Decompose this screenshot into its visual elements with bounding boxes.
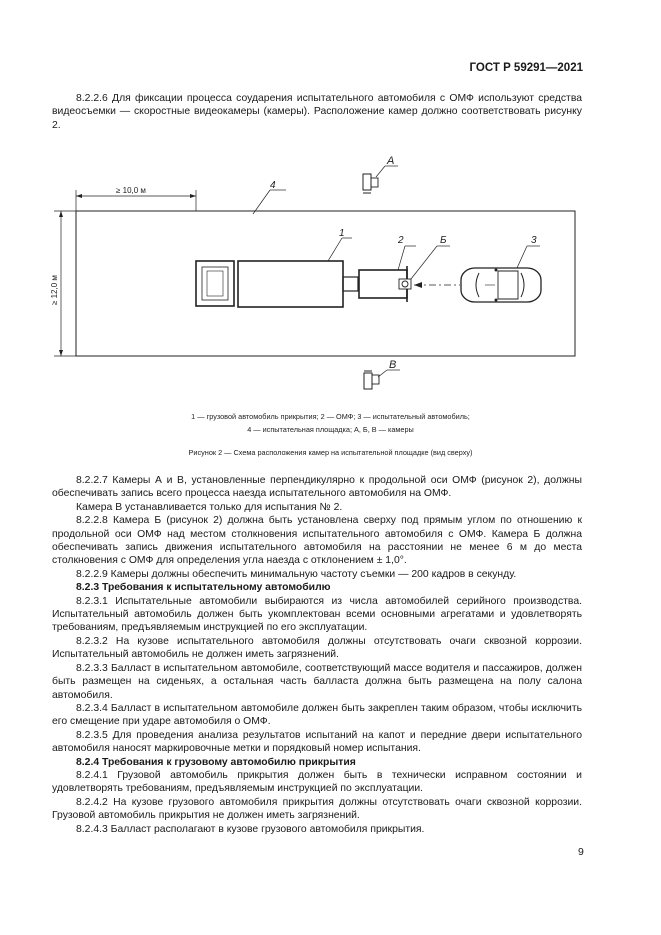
label-camera-v: В xyxy=(389,359,397,371)
paragraph: 8.2.3.2 На кузове испытательного автомобиля должны отсутствовать очаги сквозной коррозии. Испытательный автомобиль не должен иметь загрязнений. xyxy=(52,635,582,661)
legend-line-1: 1 — грузовой автомобиль прикрытия; 2 — ОМФ; 3 — испытательный автомобиль; xyxy=(191,412,470,421)
label-camera-b: Б xyxy=(440,235,447,246)
legend-line-2: 4 — испытательная площадка; А, Б, В — камеры xyxy=(247,425,414,434)
paragraph: 8.2.4.3 Балласт располагают в кузове грузового автомобиля прикрытия. xyxy=(76,823,425,835)
camera-layout-svg xyxy=(30,150,620,440)
section-heading: 8.2.4 Требования к грузовому автомобилю прикрытия xyxy=(76,756,356,768)
label-camera-a: А xyxy=(387,155,395,167)
test-area xyxy=(76,211,575,356)
page-number: 9 xyxy=(578,846,584,858)
paragraph-8-2-2-6: 8.2.2.6 Для фиксации процесса соударения испытательного автомобиля с ОМФ используют средства видеосъемки — скоростные видеокамеры (камеры). Расположение камер должно соответствовать рисунку 2. xyxy=(52,93,582,131)
paragraph: 8.2.3.1 Испытательные автомобили выбираются из числа автомобилей серийного производства. Испытательный автомобиль должен быть укомплектован всеми основными агрегатами и удовлетворять требованиям, предъявляемым инструкцией по его эксплуатации. xyxy=(52,595,582,634)
camera-a-icon xyxy=(363,174,378,193)
label-2: 2 xyxy=(398,235,404,246)
camera-b-icon xyxy=(399,279,411,289)
length-dimension-label: ≥ 10,0 м xyxy=(116,186,146,195)
paragraph: 8.2.3.4 Балласт в испытательном автомобиле должен быть закреплен таким образом, чтобы исключить его смещение при ударе автомобиля о ОМФ. xyxy=(52,702,582,728)
document-header: ГОСТ Р 59291—2021 xyxy=(469,62,583,74)
shadow-truck xyxy=(196,261,343,307)
motion-arrow-icon xyxy=(414,282,422,288)
figure-caption: Рисунок 2 — Схема расположения камер на испытательной площадке (вид сверху) xyxy=(188,448,473,457)
omf-attenuator xyxy=(343,266,407,302)
paragraph: 8.2.4.1 Грузовой автомобиль прикрытия должен быть в технически исправном состоянии и удовлетворять требованиям, предъявляемым инструкцией по эксплуатации. xyxy=(52,769,582,795)
figure-legend xyxy=(0,410,661,436)
body-text xyxy=(52,474,582,836)
intro-paragraph xyxy=(52,92,582,132)
label-1: 1 xyxy=(339,228,345,239)
camera-v-icon xyxy=(364,371,379,389)
width-dimension-label: ≥ 12,0 м xyxy=(50,275,59,305)
test-car xyxy=(461,268,541,302)
figure-2-diagram xyxy=(30,150,620,440)
paragraph: 8.2.2.8 Камера Б (рисунок 2) должна быть установлена сверху под прямым углом по отношению к продольной оси ОМФ над местом столкновения испытательного автомобиля с ОМФ. Камера Б должна обеспечивать запись движения испытательного автомобиля на расстоянии не менее 6 м до места столкновения с ОМФ для определения угла наезда с отклонением ± 1,0°. xyxy=(52,515,582,567)
section-heading: 8.2.3 Требования к испытательному автомобилю xyxy=(76,582,331,594)
paragraph: 8.2.2.9 Камеры должны обеспечить минимальную частоту съемки — 200 кадров в секунду. xyxy=(76,568,517,580)
paragraph: Камера В устанавливается только для испытания № 2. xyxy=(76,501,343,513)
label-4: 4 xyxy=(270,180,276,191)
paragraph: 8.2.2.7 Камеры А и В, установленные перпендикулярно к продольной оси ОМФ (рисунок 2), должны обеспечивать запись всего процесса наезда испытательного автомобиля на ОМФ. xyxy=(52,475,582,500)
paragraph: 8.2.3.3 Балласт в испытательном автомобиле, соответствующий массе водителя и пассажиров, должен быть размещен на сиденьях, а остальная часть балласта должна быть размещена на полу салона автомобиля. xyxy=(52,662,582,701)
paragraph: 8.2.4.2 На кузове грузового автомобиля прикрытия должны отсутствовать очаги сквозной коррозии. Грузовой автомобиль прикрытия не должен иметь загрязнений. xyxy=(52,796,582,822)
label-3: 3 xyxy=(531,235,537,246)
paragraph: 8.2.3.5 Для проведения анализа результатов испытаний на капот и передние двери испытательного автомобиля наносят маркировочные метки и порядковый номер испытания. xyxy=(52,729,582,755)
